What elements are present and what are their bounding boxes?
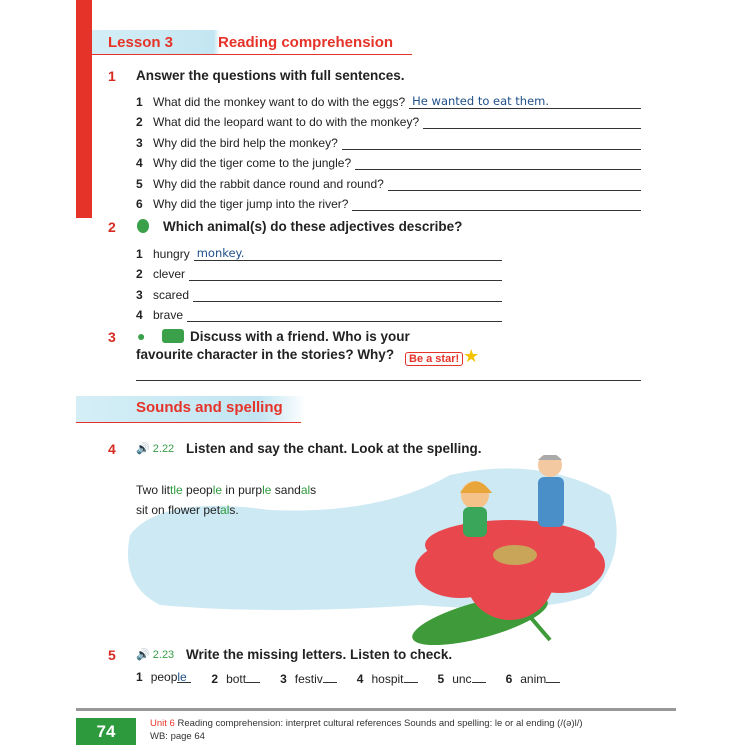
item-number: 3 bbox=[136, 287, 143, 302]
question-text: Why did the bird help the monkey? bbox=[153, 135, 338, 150]
chant-segment: le bbox=[212, 483, 223, 497]
lightbulb-icon bbox=[137, 219, 149, 233]
adjective: scared bbox=[153, 287, 190, 302]
question-number: 5 bbox=[136, 176, 143, 191]
divider bbox=[92, 54, 412, 55]
chant-line bbox=[136, 500, 316, 520]
chant-segment: s. bbox=[229, 503, 239, 517]
answer-field[interactable] bbox=[187, 309, 502, 322]
footer-description bbox=[150, 718, 583, 729]
page-title: Reading comprehension bbox=[218, 34, 394, 51]
missing-letters-field[interactable] bbox=[323, 670, 337, 683]
word-stem: peop bbox=[150, 670, 178, 684]
adjective-item bbox=[136, 281, 502, 302]
adjective-list bbox=[136, 240, 502, 322]
exercise-number: 3 bbox=[108, 329, 116, 345]
adjective-item bbox=[136, 302, 502, 323]
adjective: hungry bbox=[153, 246, 190, 261]
answer-field[interactable] bbox=[355, 157, 641, 170]
chant-segment: al bbox=[300, 483, 311, 497]
chant-line bbox=[136, 480, 316, 500]
question-item bbox=[136, 88, 641, 109]
question-list bbox=[136, 88, 641, 211]
word-item bbox=[438, 670, 486, 686]
chant-segment: sit on flower pet bbox=[136, 503, 221, 517]
chant-segment: s bbox=[310, 483, 317, 497]
question-number: 4 bbox=[136, 156, 143, 170]
question-text: Why did the tiger come to the jungle? bbox=[153, 156, 352, 170]
chant-segment: sand bbox=[271, 483, 301, 497]
item-number: 2 bbox=[211, 672, 219, 686]
item-number: 5 bbox=[437, 672, 445, 686]
word-item bbox=[357, 670, 418, 686]
word-item bbox=[136, 670, 191, 686]
track-number: 2.23 bbox=[152, 649, 175, 661]
footer-divider bbox=[76, 708, 676, 711]
question-text: Why did the rabbit dance round and round? bbox=[153, 176, 384, 191]
adjective-item bbox=[136, 261, 502, 282]
question-item bbox=[136, 129, 641, 150]
missing-letters-field[interactable] bbox=[472, 670, 486, 683]
adjective-item bbox=[136, 240, 502, 261]
pair-work-icon: ● bbox=[137, 328, 146, 344]
word-item bbox=[506, 670, 561, 686]
question-item bbox=[136, 150, 641, 171]
answer-field[interactable] bbox=[189, 268, 502, 281]
audio-track[interactable] bbox=[136, 648, 174, 661]
missing-letters-list bbox=[136, 670, 560, 686]
divider bbox=[76, 422, 301, 423]
missing-letters-field[interactable] bbox=[404, 670, 418, 683]
lesson-color-bar bbox=[76, 0, 92, 218]
speech-bubble-icon bbox=[162, 329, 184, 343]
question-item bbox=[136, 109, 641, 130]
chant-segment: le bbox=[262, 483, 272, 497]
audio-track[interactable] bbox=[136, 442, 174, 455]
question-number: 6 bbox=[136, 197, 143, 211]
word-stem: hospit bbox=[371, 672, 404, 686]
exercise-number: 1 bbox=[108, 68, 116, 84]
word-stem: festiv bbox=[294, 672, 323, 686]
badge-label: Be a star! bbox=[405, 352, 463, 366]
word-stem: unc bbox=[452, 672, 472, 686]
exercise-instruction: Which animal(s) do these adjectives describe? bbox=[163, 219, 463, 234]
item-number: 4 bbox=[356, 672, 364, 686]
question-item bbox=[136, 170, 641, 191]
word-stem: bott bbox=[226, 672, 247, 686]
chant-text bbox=[136, 480, 316, 520]
missing-letters-field[interactable] bbox=[546, 670, 560, 683]
chant-segment: in purp bbox=[222, 483, 263, 497]
exercise-instruction: Listen and say the chant. Look at the spelling. bbox=[186, 441, 482, 456]
word-item bbox=[211, 670, 260, 686]
objectives: Reading comprehension: interpret cultural references Sounds and spelling: le or al ending (/(ə)l/) bbox=[177, 718, 583, 729]
question-text: Why did the tiger jump into the river? bbox=[153, 197, 349, 211]
adjective: brave bbox=[153, 308, 184, 322]
word-item bbox=[280, 670, 337, 686]
exercise-number: 2 bbox=[108, 219, 116, 235]
answer-field[interactable] bbox=[352, 198, 641, 211]
item-number: 3 bbox=[280, 672, 287, 686]
answer-field[interactable]: He wanted to eat them. bbox=[409, 96, 641, 109]
question-number: 2 bbox=[136, 115, 143, 129]
lesson-label: Lesson 3 bbox=[108, 34, 174, 51]
answer-field[interactable] bbox=[388, 178, 641, 191]
item-number: 6 bbox=[505, 672, 513, 686]
star-icon: ★ bbox=[463, 346, 480, 366]
chant-segment: Two lit bbox=[136, 483, 171, 497]
workbook-ref: WB: page 64 bbox=[150, 731, 205, 742]
question-number: 1 bbox=[136, 94, 143, 109]
speaker-icon: 🔊 bbox=[136, 443, 150, 455]
answer-field[interactable] bbox=[423, 116, 641, 129]
answer-line[interactable] bbox=[136, 380, 641, 381]
exercise-instruction: Discuss with a friend. Who is your bbox=[190, 329, 410, 344]
exercise-instruction: Write the missing letters. Listen to check. bbox=[186, 647, 453, 662]
page-number: 74 bbox=[76, 718, 136, 745]
answer-field[interactable]: monkey. bbox=[194, 248, 502, 261]
missing-letters-field[interactable]: le bbox=[177, 670, 191, 683]
question-text: What did the leopard want to do with the monkey? bbox=[153, 115, 420, 129]
section-title: Sounds and spelling bbox=[136, 399, 283, 416]
track-number: 2.22 bbox=[152, 443, 175, 455]
exercise-instruction: favourite character in the stories? Why? bbox=[136, 347, 395, 362]
exercise-number: 5 bbox=[108, 647, 116, 663]
answer-field[interactable] bbox=[193, 289, 502, 302]
adjective: clever bbox=[153, 267, 186, 281]
item-number: 2 bbox=[136, 267, 143, 281]
question-item bbox=[136, 191, 641, 212]
item-number: 1 bbox=[136, 246, 143, 261]
be-a-star-badge bbox=[405, 346, 479, 367]
exercise-instruction: Answer the questions with full sentences. bbox=[136, 68, 405, 83]
unit-label: Unit 6 bbox=[150, 718, 175, 729]
question-text: What did the monkey want to do with the eggs? bbox=[153, 94, 406, 109]
item-number: 1 bbox=[136, 670, 143, 684]
word-stem: anim bbox=[520, 672, 547, 686]
question-number: 3 bbox=[136, 135, 143, 150]
answer-field[interactable] bbox=[342, 137, 641, 150]
exercise-number: 4 bbox=[108, 441, 116, 457]
chant-segment: al bbox=[220, 503, 230, 517]
chant-segment: tle bbox=[170, 483, 183, 497]
chant-segment: peop bbox=[182, 483, 213, 497]
item-number: 4 bbox=[136, 308, 143, 322]
missing-letters-field[interactable] bbox=[246, 670, 260, 683]
speaker-icon: 🔊 bbox=[136, 649, 150, 661]
